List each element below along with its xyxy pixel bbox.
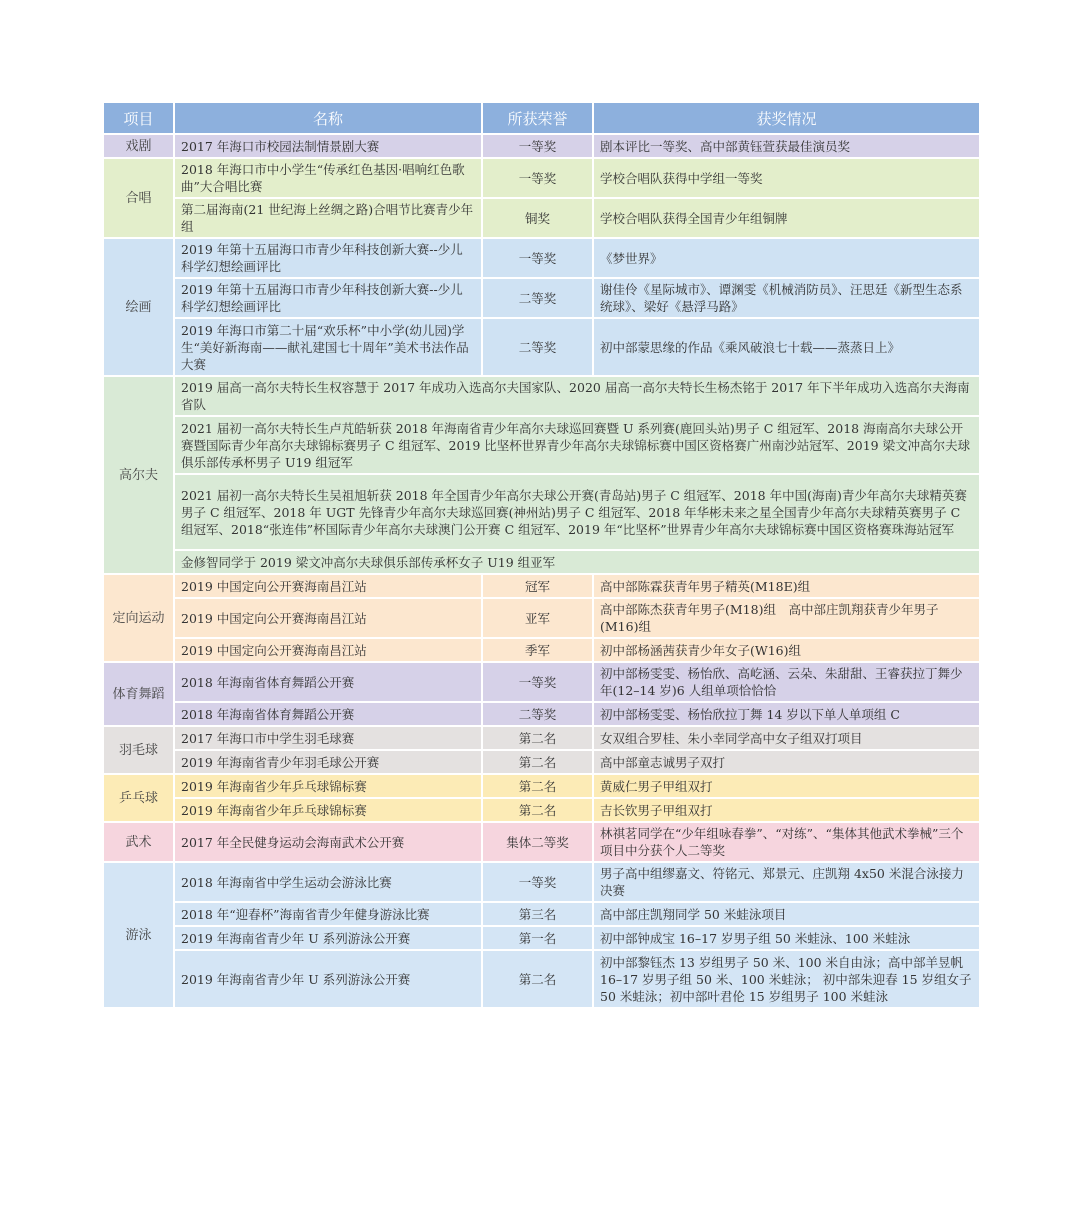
- golf-achievement: 2021 届初一高尔夫特长生吴祖旭斩获 2018 年全国青少年高尔夫球公开赛(青岛站)男子 C 组冠军、2018 年中国(海南)青少年高尔夫球精英赛男子 C 组冠军、2018 年 UGT 先锋青少年高尔夫球巡回赛(神州站)男子 C 组冠军、2018 年华彬未来之星全国青少年高尔夫球精英赛男子 C 组冠军、2018“张连伟”杯国际青少年高尔夫球澳门公开赛 C 组冠军、2019 年“比坚杯”世界青少年高尔夫球锦标赛中国区资格赛珠海站冠军: [174, 474, 980, 550]
- honor: 二等奖: [482, 278, 593, 318]
- honor: 第一名: [482, 926, 593, 950]
- header-result: 获奖情况: [593, 102, 980, 134]
- table-row: [103, 574, 980, 598]
- header-honor: 所获荣誉: [482, 102, 593, 134]
- category-swimming: 游泳: [103, 862, 174, 1008]
- award-result: 剧本评比一等奖、高中部黄钰萱获最佳演员奖: [593, 134, 980, 158]
- competition-name: 2018 年海口市中小学生“传承红色基因·唱响红色歌曲”大合唱比赛: [174, 158, 482, 198]
- award-result: 谢佳伶《星际城市》、谭渊雯《机械消防员》、汪思廷《新型生态系统球》、梁好《悬浮马路》: [593, 278, 980, 318]
- competition-name: 2019 年海南省青少年 U 系列游泳公开赛: [174, 926, 482, 950]
- golf-achievement: 金修智同学于 2019 梁文冲高尔夫球俱乐部传承杯女子 U19 组亚军: [174, 550, 980, 574]
- table-row: [103, 158, 980, 198]
- golf-achievement: 2021 届初一高尔夫特长生卢芃皓斩获 2018 年海南省青少年高尔夫球巡回赛暨 U 系列赛(鹿回头站)男子 C 组冠军、2018 海南高尔夫球公开赛暨国际青少年高尔夫球锦标赛男子 C 组冠军、2019 比坚杯世界青少年高尔夫球锦标赛中国区资格赛广州南沙站冠军、2019 梁文冲高尔夫球俱乐部传承杯男子 U19 组冠军: [174, 416, 980, 474]
- competition-name: 2018 年海南省中学生运动会游泳比赛: [174, 862, 482, 902]
- award-result: 初中部杨雯雯、杨怡欣、高屹涵、云朵、朱甜甜、王睿获拉丁舞少年(12–14 岁)6 人组单项恰恰恰: [593, 662, 980, 702]
- award-result: 学校合唱队获得中学组一等奖: [593, 158, 980, 198]
- table-row: [103, 550, 980, 574]
- honor: 第二名: [482, 950, 593, 1008]
- award-result: 高中部童志诚男子双打: [593, 750, 980, 774]
- competition-name: 2019 中国定向公开赛海南昌江站: [174, 638, 482, 662]
- table-row: [103, 702, 980, 726]
- table-row: [103, 774, 980, 798]
- category-chorus: 合唱: [103, 158, 174, 238]
- honor: 铜奖: [482, 198, 593, 238]
- header-name: 名称: [174, 102, 482, 134]
- category-golf: 高尔夫: [103, 376, 174, 574]
- header-row: [103, 102, 980, 134]
- award-result: 高中部庄凯翔同学 50 米蛙泳项目: [593, 902, 980, 926]
- category-table-tennis: 乒乓球: [103, 774, 174, 822]
- table-row: [103, 416, 980, 474]
- competition-name: 2019 年第十五届海口市青少年科技创新大赛--少儿科学幻想绘画评比: [174, 238, 482, 278]
- awards-table: [102, 101, 981, 1009]
- table-row: [103, 238, 980, 278]
- competition-name: 2019 年海南省青少年 U 系列游泳公开赛: [174, 950, 482, 1008]
- table-row: [103, 198, 980, 238]
- table-row: [103, 598, 980, 638]
- table-row: [103, 750, 980, 774]
- competition-name: 2018 年“迎春杯”海南省青少年健身游泳比赛: [174, 902, 482, 926]
- competition-name: 2017 年海口市中学生羽毛球赛: [174, 726, 482, 750]
- honor: 一等奖: [482, 134, 593, 158]
- honor: 季军: [482, 638, 593, 662]
- honor: 第二名: [482, 798, 593, 822]
- award-result: 吉长钦男子甲组双打: [593, 798, 980, 822]
- honor: 第二名: [482, 774, 593, 798]
- honor: 二等奖: [482, 702, 593, 726]
- award-result: 高中部陈杰获青年男子(M18)组 高中部庄凯翔获青少年男子(M16)组: [593, 598, 980, 638]
- award-result: 林祺茗同学在“少年组咏春拳”、“对练”、“集体其他武术拳械”三个项目中分获个人二等奖: [593, 822, 980, 862]
- competition-name: 2019 中国定向公开赛海南昌江站: [174, 574, 482, 598]
- table-row: [103, 862, 980, 902]
- competition-name: 第二届海南(21 世纪海上丝绸之路)合唱节比赛青少年组: [174, 198, 482, 238]
- table-row: [103, 134, 980, 158]
- competition-name: 2019 年海南省少年乒乓球锦标赛: [174, 798, 482, 822]
- award-result: 女双组合罗桂、朱小幸同学高中女子组双打项目: [593, 726, 980, 750]
- competition-name: 2018 年海南省体育舞蹈公开赛: [174, 662, 482, 702]
- honor: 集体二等奖: [482, 822, 593, 862]
- honor: 一等奖: [482, 662, 593, 702]
- category-badminton: 羽毛球: [103, 726, 174, 774]
- award-result: 男子高中组缪嘉文、符铭元、郑景元、庄凯翔 4x50 米混合泳接力决赛: [593, 862, 980, 902]
- competition-name: 2017 年全民健身运动会海南武术公开赛: [174, 822, 482, 862]
- award-result: 初中部杨雯雯、杨怡欣拉丁舞 14 岁以下单人单项组 C: [593, 702, 980, 726]
- honor: 第二名: [482, 726, 593, 750]
- competition-name: 2019 年海口市第二十届“欢乐杯”中小学(幼儿园)学生“美好新海南——献礼建国七十周年”美术书法作品大赛: [174, 318, 482, 376]
- competition-name: 2019 中国定向公开赛海南昌江站: [174, 598, 482, 638]
- award-result: 高中部陈霖获青年男子精英(M18E)组: [593, 574, 980, 598]
- table-row: [103, 376, 980, 416]
- table-row: [103, 798, 980, 822]
- competition-name: 2018 年海南省体育舞蹈公开赛: [174, 702, 482, 726]
- honor: 一等奖: [482, 238, 593, 278]
- honor: 二等奖: [482, 318, 593, 376]
- award-result: 初中部钟成宝 16–17 岁男子组 50 米蛙泳、100 米蛙泳: [593, 926, 980, 950]
- table-row: [103, 474, 980, 550]
- competition-name: 2019 年海南省少年乒乓球锦标赛: [174, 774, 482, 798]
- category-sports-dance: 体育舞蹈: [103, 662, 174, 726]
- table-row: [103, 926, 980, 950]
- award-result: 初中部蒙思缘的作品《乘风破浪七十载——蒸蒸日上》: [593, 318, 980, 376]
- award-result: 《梦世界》: [593, 238, 980, 278]
- category-martial-arts: 武术: [103, 822, 174, 862]
- table-row: [103, 278, 980, 318]
- golf-achievement: 2019 届高一高尔夫特长生权容慧于 2017 年成功入选高尔夫国家队、2020 届高一高尔夫特长生杨杰铭于 2017 年下半年成功入选高尔夫海南省队: [174, 376, 980, 416]
- header-category: 项目: [103, 102, 174, 134]
- table-row: [103, 822, 980, 862]
- award-result: 黄威仁男子甲组双打: [593, 774, 980, 798]
- honor: 一等奖: [482, 158, 593, 198]
- category-orienteering: 定向运动: [103, 574, 174, 662]
- award-result: 初中部杨涵茜获青少年女子(W16)组: [593, 638, 980, 662]
- table-row: [103, 638, 980, 662]
- award-result: 初中部黎钰杰 13 岁组男子 50 米、100 米自由泳；高中部羊昱帆 16–17 岁男子组 50 米、100 米蛙泳； 初中部朱迎春 15 岁组女子 50 米蛙泳；初中部叶君伦 15 岁组男子 100 米蛙泳: [593, 950, 980, 1008]
- table-row: [103, 726, 980, 750]
- category-drama: 戏剧: [103, 134, 174, 158]
- honor: 第二名: [482, 750, 593, 774]
- table-row: [103, 950, 980, 1008]
- table-row: [103, 318, 980, 376]
- award-result: 学校合唱队获得全国青少年组铜牌: [593, 198, 980, 238]
- honor: 第三名: [482, 902, 593, 926]
- honor: 亚军: [482, 598, 593, 638]
- category-painting: 绘画: [103, 238, 174, 376]
- competition-name: 2019 年海南省青少年羽毛球公开赛: [174, 750, 482, 774]
- table-row: [103, 902, 980, 926]
- table-row: [103, 662, 980, 702]
- competition-name: 2019 年第十五届海口市青少年科技创新大赛--少儿科学幻想绘画评比: [174, 278, 482, 318]
- honor: 一等奖: [482, 862, 593, 902]
- honor: 冠军: [482, 574, 593, 598]
- competition-name: 2017 年海口市校园法制情景剧大赛: [174, 134, 482, 158]
